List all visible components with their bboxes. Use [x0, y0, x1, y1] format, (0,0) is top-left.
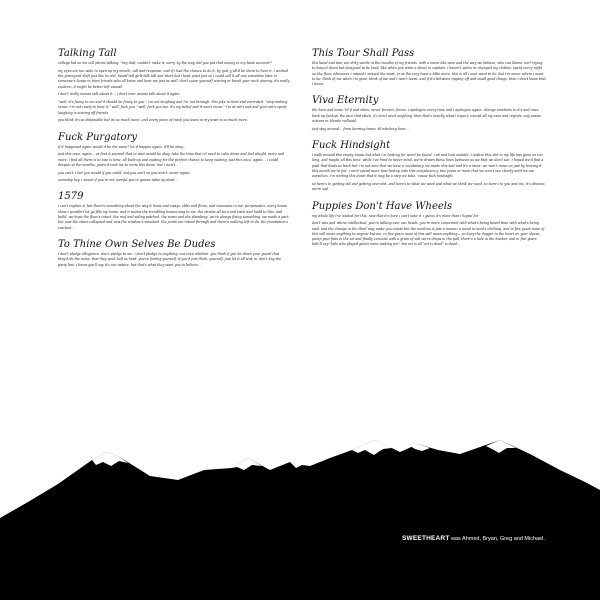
- left-column: [58, 48, 290, 276]
- song-lyrics: [58, 191, 290, 230]
- song-title: 1579: [58, 191, 84, 203]
- lyric-paragraph: this band and tour are dirty words in the mouths of my friends. with a name like ours and the way we behave, who can blame 'em? trying to keep it down but designed to be loud; like when you write a shout in capitals. i haven't eaten or changed my clothes. spent every night on the floor. whenever i missed i missed the most, or at the very least a little more. this is all i ever want to do. but i'm never where i want to be. think of me when i'm gone. think of me and i won't leave. and if it's between ripping off and small good things, then i don't know that i know.: [312, 61, 546, 87]
- lyric-paragraph: you think it's so disposable but its so much more. and every piece of trash you leave in my town is so much more.: [58, 118, 248, 123]
- band-credit: [402, 535, 545, 542]
- song-title: Puppies Don't Have Wheels: [312, 200, 453, 212]
- lyric-paragraph: i walk around this empty house but what i'm looking for won't be found. i sit and look outside. i realize this shit in my life has gone on too long, and maybe all this time, while i've tried to never mind, we're drawn these lines between us we that we don't see. i hoped we'd find a path that leads us back but i'm not sure that we have a vocabulary. we made this bed and it's a mess. we won't move on just by leaving it. this month we're fed. i can't spend more time hiding onto this complacency. two years or more that we won't see clearly until we see ourselves. i'm writing this down that it may be a step we take, 'cause fuck hindsight.: [312, 153, 544, 179]
- band-members: was Ahmed, Bryan, Greg and Michael.: [449, 536, 545, 542]
- song-title: To Thine Own Selves Be Dudes: [58, 238, 216, 250]
- lyric-paragraph: i can't explain it, but there's something about the way it leans and sways, ebbs and flows, and resonates in me. perpetuates. every house show i wouldn't let go fills my home. and it seems the trembling beams sing to me. the strains all turn and twist and build to this. and build. we hope the floor's intact, the roof and siding patched. the wires and the plumbing, we're always fixing something. we made a pact. but now the stairs collapsed and now the window's smashed. the joints are rotted through and there's nothing left to do. the foundation's cracked…: [58, 204, 290, 230]
- lyric-paragraph: don't wax and whine intellectual, you're talking over our heads, you're more concerned with what's being heard than with what's being said. and the change in the third may make you emote but the medium is just a means: a wand in nerd's clothing. and in five years none of this will mean anything to anyone but me. in five years none of this will mean anything— so bury the dagger in the heart on your sleeve, pump your fists in the air and finally concede with a grain of salt we're drops in the pail, there's a hole in the bucket, and in five years kids'll say "kids who played guitar were making art," but art is all "art is dead" is dead…: [312, 221, 545, 247]
- lyric-paragraph: my whole life i've waited for this, now that it's here i can't take it. i guess it's more than i hoped for.: [312, 213, 479, 218]
- lyric-paragraph: i don't pledge allegiance. don't pledge to me. i don't pledge to anything, not even nihilism. you think if you let down your guard that they'd do the same, that they seek half as hard. you're fooling yourself. if you'd just think, yourself, just let it all sink in. don't buy the party line. i know you'll say it's our nature. but that's what they want you to believe…: [58, 251, 282, 267]
- song-lyrics: [58, 239, 290, 268]
- lyric-paragraph: so here's to getting old and getting over shit. and here's to what we want and what we think we need. so here's to you and me, it's obvious we're sad.: [312, 181, 545, 192]
- lyric-paragraph: just stay around… from burning times 'til witching hour…: [312, 126, 409, 131]
- band-name: SWEETHEART: [402, 535, 450, 542]
- mountain-silhouette: [0, 430, 600, 600]
- lyric-paragraph: i don't really wanna talk about it… i don't ever wanna talk about it again.: [58, 92, 181, 97]
- lyric-paragraph: just this once, again… at first it seemed that to wait would be okay. take the time that i'd need to calm down and feel alright. more and more, i find all there is to lose is time. all built-up and waiting for the perfect chance to keep waiting. just this once, again… i could despair at the months, years it took me to write this down. but i won't…: [58, 152, 285, 167]
- right-column: [312, 48, 546, 256]
- lyric-paragraph: if it happened again would it be the same? let it happen again, it'll be okay…: [58, 144, 187, 149]
- lyric-paragraph: the hero and noise 'til if and when, never forever, forces. i apologize every time and i apologize again. change emotions to it's and ones. back up fuckup, the face that stuck. if i don't need anything, then that's exactly what i expect. except all my exes and regrets, any aussie actress or blonde redhead.: [312, 108, 542, 124]
- lyric-paragraph: someday hey, i swear if you're not careful you're gonna wake up dead…: [58, 178, 178, 183]
- lyric-paragraph: my eyes are too wide to open up my mouth, call-and-response, and if i had the chance to do it, by god, y'all'd be there to hear it. i worked the graveyard shift just like he did, heard tall girls talk tall and short but i kept quiet just so i could sell it all one sometime later in someone's house in front friends who all knew and hear me just as well. don't scare yourself scaring or break your neck staring, it's really esoteric. it might be better left unsaid.: [58, 68, 290, 89]
- song-lyrics: [312, 201, 546, 248]
- song-title: Talking Tall: [58, 48, 117, 59]
- song-lyrics: [58, 132, 290, 184]
- song-lyrics: [312, 48, 546, 87]
- song-lyrics: [312, 140, 546, 192]
- lyric-paragraph: "well, it's funny to me and it should be funny to you." i'm not laughing and i'm not through. this joke is tired and overrated. "stop making sense, i'm not ready to hear it." well, fuck you. "well, fuck you too. it's my belief and it won't move." i'm at wit's end and your wit's spent. laughing is scaring off friends.: [58, 99, 288, 115]
- lyric-paragraph: you can't. i bet you would if you could. but you can't so you won't. never again…: [58, 170, 193, 175]
- song-title: This Tour Shall Pass: [312, 48, 415, 59]
- song-title: Fuck Purgatory: [58, 131, 137, 143]
- song-title: Viva Eternity: [312, 95, 379, 107]
- song-title: Fuck Hindsight: [312, 140, 391, 152]
- lyric-paragraph: college kid on his cell phone talking: "hey dad, couldn't make it, sorry. by the way, did you put that money in my bank account?": [58, 61, 273, 65]
- song-lyrics: [58, 48, 290, 124]
- song-lyrics: [312, 95, 546, 132]
